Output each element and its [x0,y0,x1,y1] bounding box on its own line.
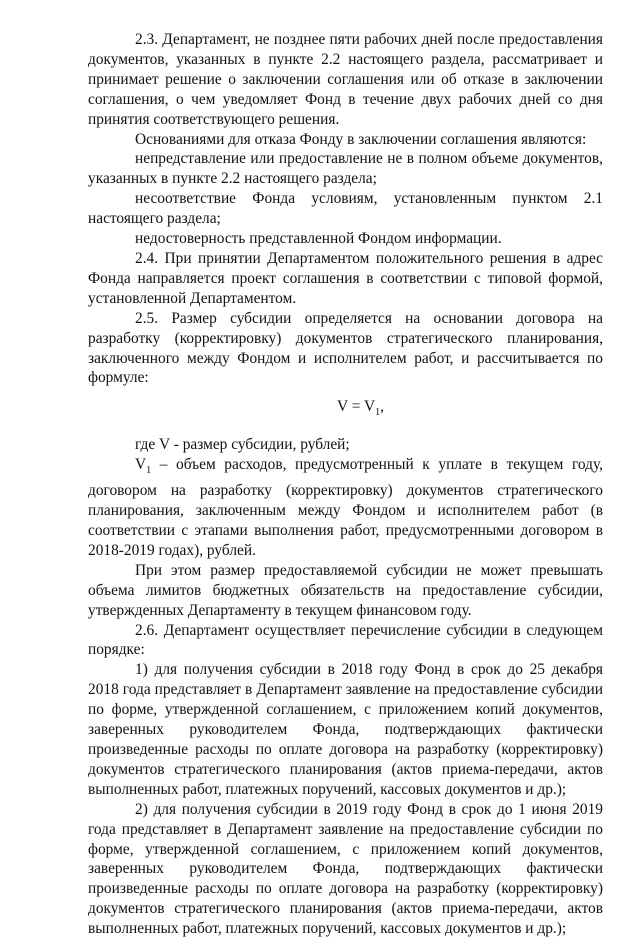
paragraph-2-3: 2.3. Департамент, не позднее пяти рабочих дней после предоставления документов, указанных в пункте 2.2 настоящего раздела, рассматривает и принимает решение о заключении соглашения или об отказе в заключении соглашения, о чем уведомляет Фонд в течение двух рабочих дней со дня принятия соответствующего решения. [88,31,603,128]
v1-text: – объем расходов, предусмотренный к уплате в текущем году, договором на разработку (корректировку) документов стратегического планирования, заключенным между Фондом и исполнителем работ (в соответствии с этапами выполнения работ, предусмотренными договором в 2018-2019 годах), рублей. [88,456,603,559]
v1-definition [88,455,603,561]
formula-lhs: V = V [337,398,376,416]
paragraph-2-6: 2.6. Департамент осуществляет перечисление субсидии в следующем порядке: [88,621,603,659]
limit-paragraph: При этом размер предоставляемой субсидии не может превышать объема лимитов бюджетных обязательств на предоставление субсидии, утвержденных Департаменту в текущем финансовом году. [88,561,603,619]
refusal-ground-1: непредставление или предоставление не в полном объеме документов, указанных в пункте 2.2 настоящего раздела; [88,150,603,188]
v1-subscript: 1 [146,465,152,477]
payment-item-2: 2) для получения субсидии в 2019 году Фонд в срок до 1 июня 2019 года представляет в Департамент заявление на предоставление субсидии по форме, утвержденной соглашением, с приложением копий документов, заверенных руководителем Фонда, подтверждающих фактически произведенные расходы по оплате договора на разработку (корректировку) документов стратегического планирования (актов приема-передачи, актов выполненных работ, платежных поручений, кассовых документов и др.); [88,800,603,938]
paragraph-2-4: 2.4. При принятии Департаментом положительного решения в адрес Фонда направляется проект соглашения в соответствии с типовой формой, установленной Департаментом. [88,249,603,307]
paragraph-2-5: 2.5. Размер субсидии определяется на основании договора на разработку (корректировку) документов стратегического планирования, заключенного между Фондом и исполнителем работ, и рассчитывается по формуле: [88,309,603,387]
refusal-ground-2: несоответствие Фонда условиям, установленным пунктом 2.1 настоящего раздела; [88,190,603,228]
subsidy-formula [88,397,603,423]
formula-tail: , [380,398,384,416]
where-v-definition: где V - размер субсидии, рублей; [135,436,350,454]
payment-item-1: 1) для получения субсидии в 2018 году Фонд в срок до 25 декабря 2018 года представляет в Департамент заявление на предоставление субсидии по форме, утвержденной соглашением, с приложением копий документов, заверенных руководителем Фонда, подтверждающих фактически произведенные расходы по оплате договора на разработку (корректировку) документов стратегического планирования (актов приема-передачи, актов выполненных работ, платежных поручений, кассовых документов и др.); [88,661,603,798]
formula-subscript: 1 [375,407,381,419]
document-page [88,30,603,939]
refusal-ground-3: недостоверность представленной Фондом информации. [135,230,502,248]
refusal-grounds-intro: Основаниями для отказа Фонду в заключении соглашения являются: [135,130,587,148]
v1-symbol: V [135,456,147,474]
